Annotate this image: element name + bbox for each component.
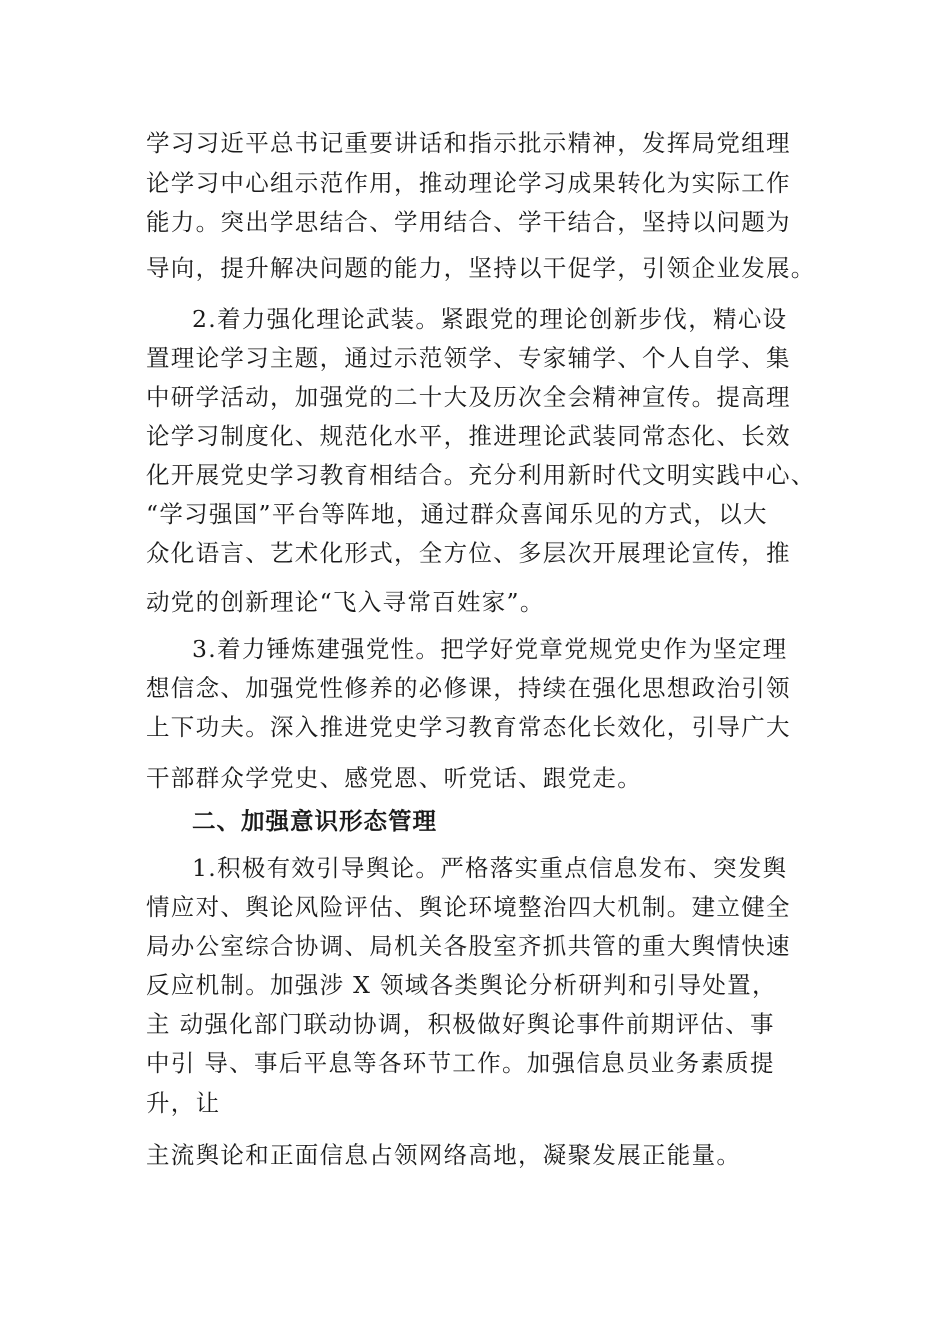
text-line: 动党的创新理论“飞入寻常百姓家”。 bbox=[146, 588, 545, 616]
text-line: 化开展党史学习教育相结合。充分利用新时代文明实践中心、 bbox=[146, 461, 816, 489]
paragraph-start-line: 3.着力锤炼建强党性。把学好党章党规党史作为坚定理 bbox=[192, 635, 788, 663]
text-line: 导向，提升解决问题的能力，坚持以干促学，引领企业发展。 bbox=[146, 254, 816, 282]
text-line: 论学习中心组示范作用，推动理论学习成果转化为实际工作 bbox=[146, 169, 791, 197]
text-line: “学习强国”平台等阵地，通过群众喜闻乐见的方式，以大 bbox=[146, 500, 768, 528]
text-line: 升，让 bbox=[146, 1089, 221, 1117]
text-line: 主流舆论和正面信息占领网络高地，凝聚发展正能量。 bbox=[146, 1141, 742, 1169]
paragraph-start-line: 1.积极有效引导舆论。严格落实重点信息发布、突发舆 bbox=[192, 854, 788, 882]
text-line: 中研学活动，加强党的二十大及历次全会精神宣传。提高理 bbox=[146, 383, 791, 411]
text-line: 想信念、加强党性修养的必修课，持续在强化思想政治引领 bbox=[146, 674, 791, 702]
text-line: 反应机制。加强涉 X 领域各类舆论分析研判和引导处置， bbox=[146, 971, 777, 999]
text-line: 论学习制度化、规范化水平，推进理论武装同常态化、长效 bbox=[146, 422, 791, 450]
text-line: 局办公室综合协调、局机关各股室齐抓共管的重大舆情快速 bbox=[146, 932, 791, 960]
section-heading: 二、加强意识形态管理 bbox=[192, 807, 437, 835]
text-line: 情应对、舆论风险评估、舆论环境整治四大机制。建立健全 bbox=[146, 893, 791, 921]
text-line: 能力。突出学思结合、学用结合、学干结合，坚持以问题为 bbox=[146, 208, 791, 236]
text-line: 众化语言、艺术化形式，全方位、多层次开展理论宣传，推 bbox=[146, 539, 791, 567]
text-line: 主 动强化部门联动协调，积极做好舆论事件前期评估、事 bbox=[146, 1010, 775, 1038]
text-line: 中引 导、事后平息等各环节工作。加强信息员业务素质提 bbox=[146, 1049, 775, 1077]
text-line: 学习习近平总书记重要讲话和指示批示精神，发挥局党组理 bbox=[146, 129, 791, 157]
text-line: 干部群众学党史、感党恩、听党话、跟党走。 bbox=[146, 764, 642, 792]
text-line: 上下功夫。深入推进党史学习教育常态化长效化，引导广大 bbox=[146, 713, 791, 741]
text-line: 置理论学习主题，通过示范领学、专家辅学、个人自学、集 bbox=[146, 344, 791, 372]
paragraph-start-line: 2.着力强化理论武装。紧跟党的理论创新步伐，精心设 bbox=[192, 305, 788, 333]
